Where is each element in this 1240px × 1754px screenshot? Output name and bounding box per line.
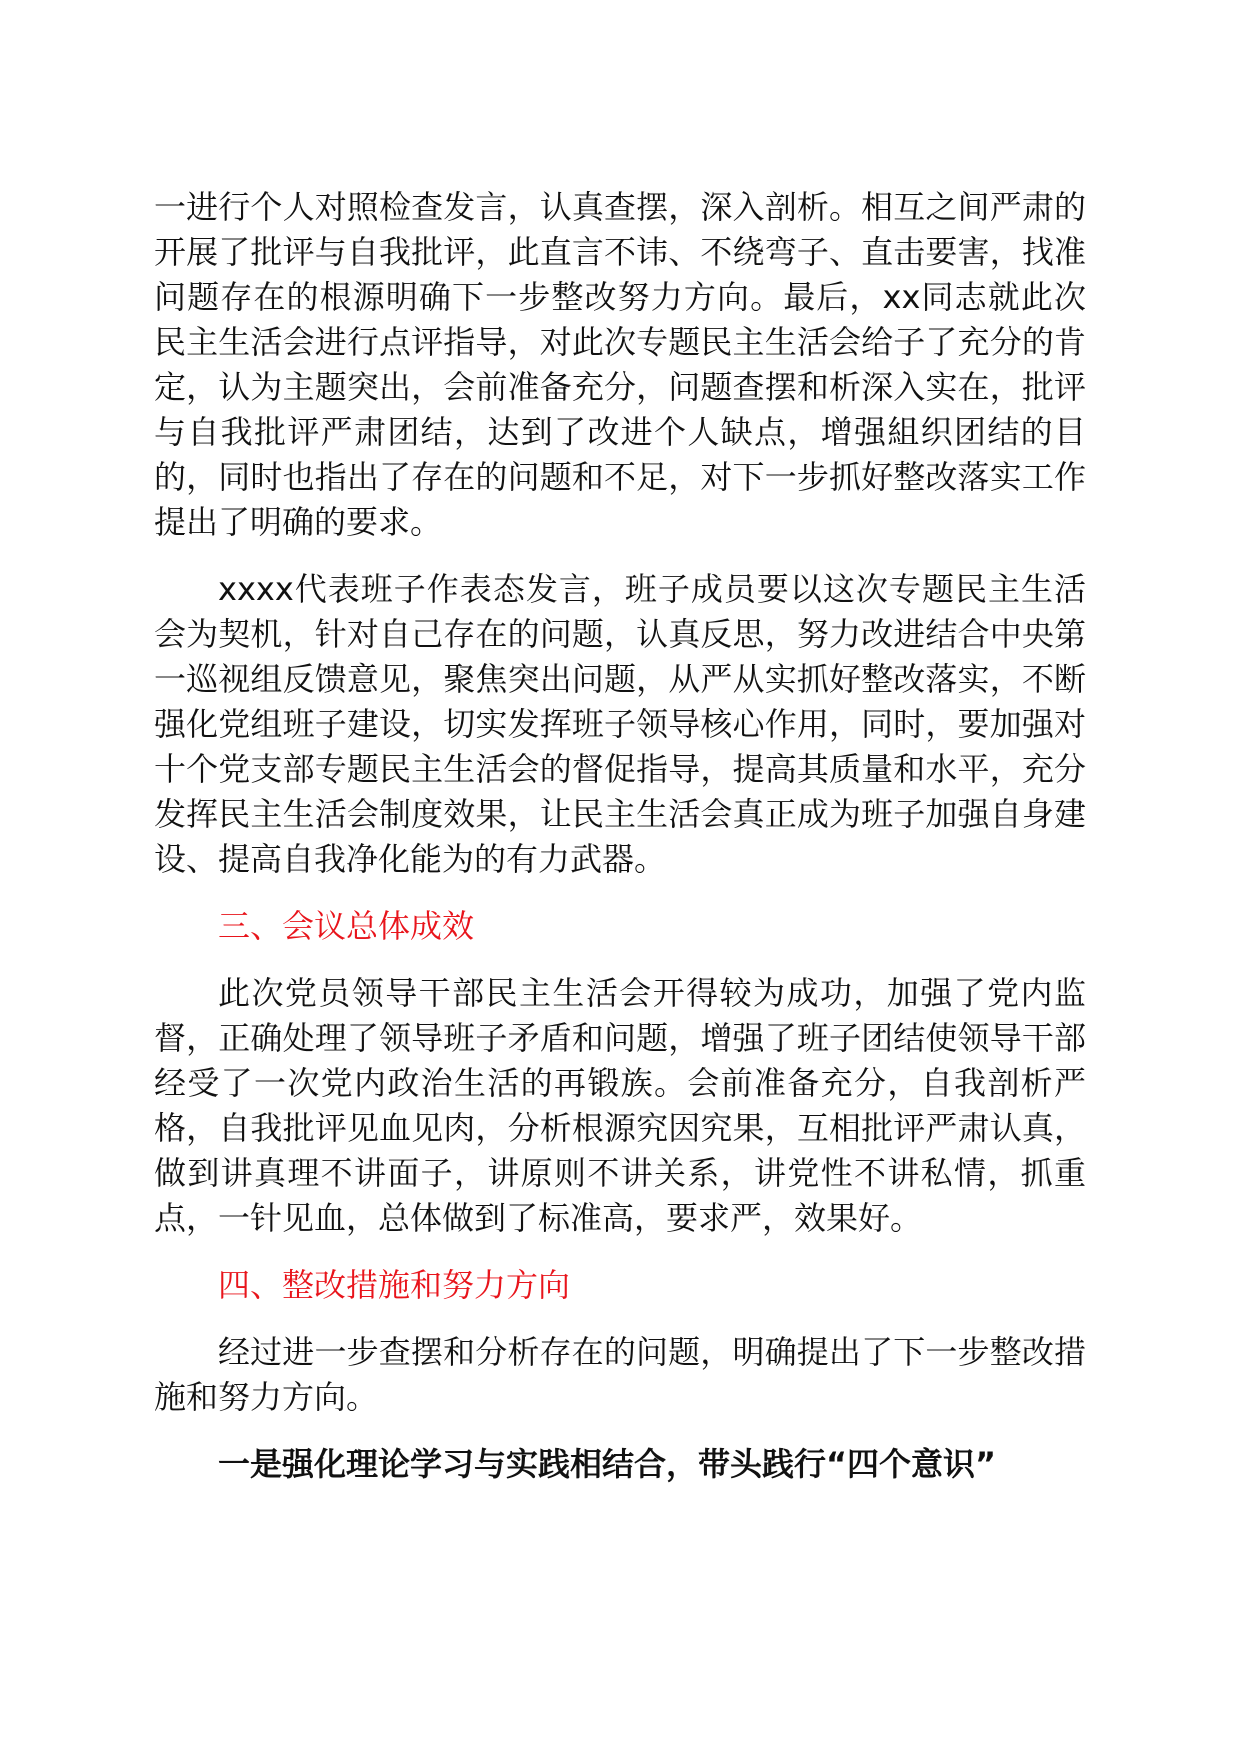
section-heading-3: 三、会议总体成效 [218,907,475,945]
body-paragraph-2: xxxx代表班子作表态发言，班子成员要以这次专题民主生活会为契机，针对自己存在的问题，认真反思，努力改进结合中央第一巡视组反馈意见，聚焦突出问题，从严从实抓好整改落实，不断强化党组班子建设，切实发挥班子领导核心作用，同时，要加强对十个党支部专题民主生活会的督促指导，提高其质量和水平，充分发挥民主生活会制度效果，让民主生活会真正成为班子加强自身建设、提高自我净化能为的有力武器。 [154,570,1086,878]
body-paragraph-3: 此次党员领导干部民主生活会开得较为成功，加强了党内监督，正确处理了领导班子矛盾和问题，增强了班子团结使领导干部经受了一次党内政治生活的再锻族。会前准备充分，自我剖析严格，自我批评见血见肉，分析根源究因究果，互相批评严肃认真，做到讲真理不讲面子，讲原则不讲关系，讲党性不讲私情，抓重点，一针见血，总体做到了标准高，要求严，效果好。 [154,974,1086,1237]
body-paragraph-1: 一进行个人对照检查发言，认真查摆，深入剖析。相互之间严肃的开展了批评与自我批评，此直言不讳、不绕弯子、直击要害，找准问题存在的根源明确下一步整改努力方向。最后，xx同志就此次民主生活会进行点评指导，对此次专题民主生活会给子了充分的肯定，认为主题突出，会前准备充分，问题查摆和析深入实在，批评与自我批评严肃团结，达到了改进个人缺点，增强組织团结的目的，同时也指出了存在的问题和不足，对下一步抓好整改落实工作提出了明确的要求。 [154,188,1086,541]
document-page [154,185,1086,1487]
bold-subheading-1: 一是强化理论学习与实践相结合，带头践行“四个意识” [218,1445,997,1483]
body-paragraph-4: 经过进一步查摆和分析存在的问题，明确提出了下一步整改措施和努力方向。 [154,1333,1086,1416]
section-heading-4: 四、整改措施和努力方向 [218,1266,571,1304]
